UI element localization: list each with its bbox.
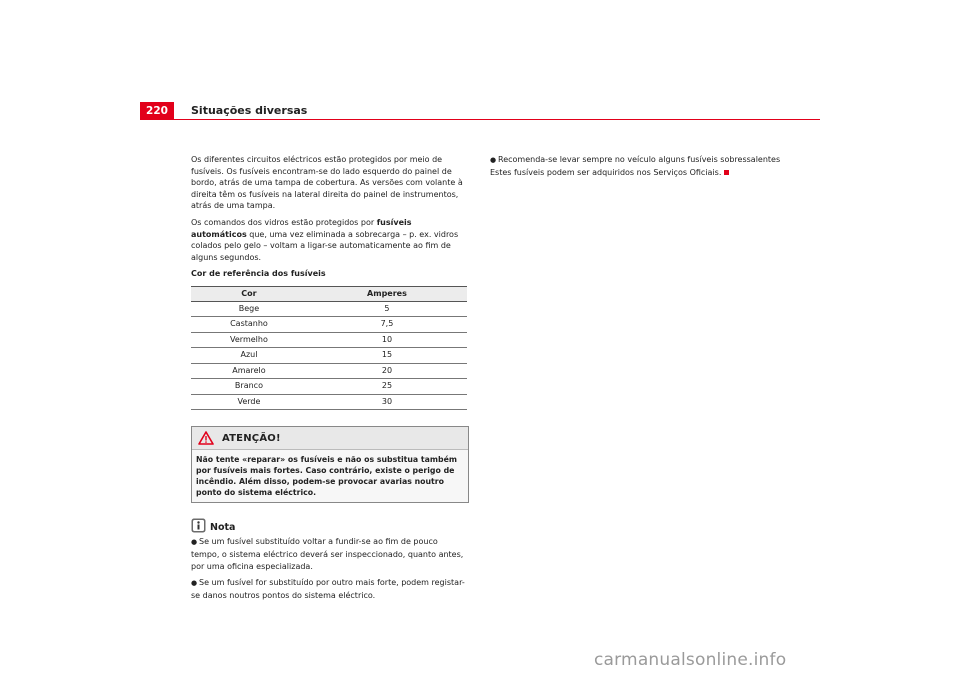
fuse-amperes-cell: 10 bbox=[307, 332, 467, 348]
fuse-amperes-cell: 20 bbox=[307, 363, 467, 379]
warning-text: Não tente «reparar» os fusíveis e não os substitua também por fusíveis mais fortes. Caso contrário, existe o perigo de incêndio. Além disso, podem-se provocar avarias noutro ponto do sistema eléctrico. bbox=[196, 455, 458, 498]
info-note-icon bbox=[191, 518, 206, 533]
note-header bbox=[191, 515, 467, 533]
table-row bbox=[191, 317, 467, 333]
fuse-color-cell: Azul bbox=[191, 348, 307, 364]
header-divider bbox=[140, 119, 820, 120]
column-header-color: Cor bbox=[191, 286, 307, 301]
table-row bbox=[191, 332, 467, 348]
fuse-color-table bbox=[191, 286, 467, 411]
fuse-amperes-cell: 25 bbox=[307, 379, 467, 395]
warning-title: ATENÇÃO! bbox=[222, 432, 281, 444]
end-of-section-icon bbox=[724, 170, 729, 175]
automatic-fuses-paragraph bbox=[191, 217, 467, 263]
warning-triangle-icon bbox=[198, 431, 214, 445]
note-bullet-text: Se um fusível substituído voltar a fundir-se ao fim de pouco tempo, o sistema eléctrico deverá ser inspeccionado, quanto antes, por uma oficina especializada. bbox=[191, 537, 464, 571]
bullet-dot-icon: ● bbox=[490, 156, 497, 164]
table-header-row bbox=[191, 286, 467, 301]
fuse-table-heading: Cor de referência dos fusíveis bbox=[191, 269, 326, 279]
table-row bbox=[191, 301, 467, 317]
column-header-amperes: Amperes bbox=[307, 286, 467, 301]
table-row bbox=[191, 348, 467, 364]
watermark: carmanualsonline.info bbox=[594, 650, 787, 670]
bullet-dot-icon: ● bbox=[191, 538, 198, 547]
purchase-info bbox=[490, 167, 790, 179]
note-bullet bbox=[191, 577, 467, 601]
fuse-amperes-cell: 15 bbox=[307, 348, 467, 364]
spare-fuses-text: Recomenda-se levar sempre no veículo alguns fusíveis sobressalentes bbox=[498, 155, 781, 164]
spare-fuses-bullet bbox=[490, 154, 790, 167]
note-body bbox=[191, 536, 467, 601]
table-row bbox=[191, 394, 467, 410]
automatic-fuses-term: fusíveis automáticos bbox=[191, 217, 412, 239]
fuse-amperes-cell: 7,5 bbox=[307, 317, 467, 333]
fuse-color-cell: Castanho bbox=[191, 317, 307, 333]
right-column bbox=[490, 154, 790, 183]
warning-box bbox=[191, 426, 469, 503]
warning-header bbox=[192, 427, 468, 450]
fuse-color-cell: Amarelo bbox=[191, 363, 307, 379]
para2-text-after: que, uma vez eliminada a sobrecarga – p. ex. vidros colados pelo gelo – voltam a ligar-se automaticamente ao fim de alguns segundos. bbox=[191, 229, 459, 262]
page-number: 220 bbox=[140, 102, 174, 120]
fuse-color-cell: Verde bbox=[191, 394, 307, 410]
fuse-color-cell: Bege bbox=[191, 301, 307, 317]
fuse-color-cell: Branco bbox=[191, 379, 307, 395]
table-row bbox=[191, 379, 467, 395]
intro-paragraph: Os diferentes circuitos eléctricos estão protegidos por meio de fusíveis. Os fusíveis encontram-se do lado esquerdo do painel de bordo, atrás de uma tampa de cobertura. As versões com volante à direita têm os fusíveis na lateral direita do painel de instrumentos, atrás de uma tampa. bbox=[191, 155, 463, 211]
note-bullet-text: Se um fusível for substituído por outro mais forte, podem registar-se danos noutros pontos do sistema eléctrico. bbox=[191, 578, 465, 600]
purchase-info-text: Estes fusíveis podem ser adquiridos nos Serviços Oficiais. bbox=[490, 167, 722, 177]
bullet-dot-icon: ● bbox=[191, 579, 198, 588]
note-bullet bbox=[191, 536, 467, 572]
fuse-color-cell: Vermelho bbox=[191, 332, 307, 348]
note-title: Nota bbox=[210, 521, 236, 533]
table-row bbox=[191, 363, 467, 379]
fuse-amperes-cell: 30 bbox=[307, 394, 467, 410]
para2-text-before: Os comandos dos vidros estão protegidos por bbox=[191, 217, 377, 227]
fuse-amperes-cell: 5 bbox=[307, 301, 467, 317]
page-title: Situações diversas bbox=[191, 104, 308, 117]
left-column bbox=[191, 154, 467, 606]
